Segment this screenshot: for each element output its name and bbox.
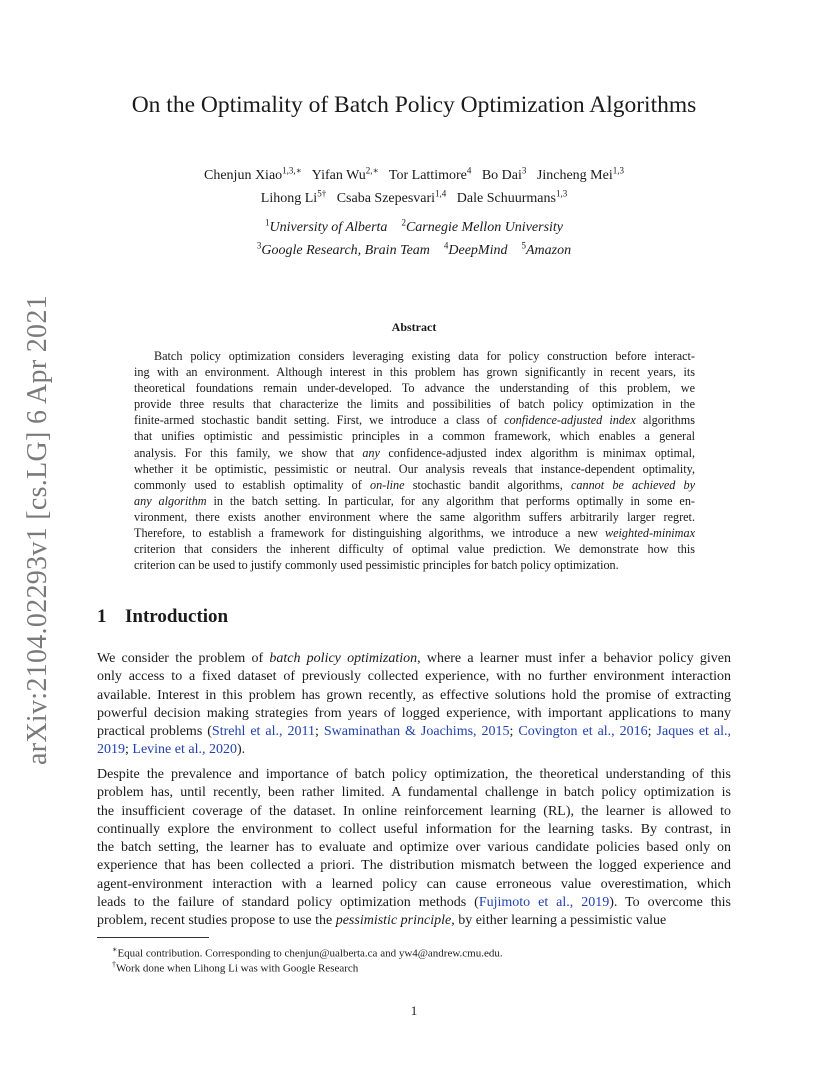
- abstract-line: Therefore, to establish a framework for distinguishing algorithms, we introduce a new weighted-minimax: [134, 526, 695, 541]
- abstract-line: provide three results that characterize the limits and possibilities of batch policy optimization in the: [134, 397, 695, 412]
- paper-title: On the Optimality of Batch Policy Optimization Algorithms: [131, 92, 697, 118]
- text-line: 2019; Levine et al., 2020).: [97, 742, 246, 758]
- text-line: problem, recent studies propose to use the pessimistic principle, by either learning a pessimistic value: [97, 913, 667, 929]
- affiliation: [264, 217, 388, 235]
- text-line: leads to the failure of standard policy optimization methods (Fujimoto et al., 2019). To overcome this: [97, 895, 731, 911]
- abstract-line: finite-armed stochastic bandit setting. First, we introduce a class of confidence-adjusted index algorithms: [134, 413, 695, 428]
- author-marker: 5†: [317, 188, 327, 199]
- affiliation-marker: 3: [256, 240, 262, 251]
- affiliation-name: Amazon: [525, 243, 572, 259]
- abstract-line: theoretical foundations remain under-developed. To advance the understanding of this problem, we: [134, 381, 695, 396]
- author-marker: 1,3: [555, 188, 568, 199]
- author-marker: 3: [521, 165, 527, 175]
- abstract-line: any algorithm in the batch setting. In particular, for any algorithm that performs optimally in some en-: [134, 493, 695, 508]
- author-marker: 2,∗: [365, 165, 379, 175]
- section-title: Introduction: [125, 606, 229, 627]
- arxiv-identifier: arXiv:2104.02293v1 [cs.LG] 6 Apr 2021: [22, 295, 53, 765]
- intro-paragraph-1: [97, 650, 731, 760]
- abstract-line: that unifies optimistic and pessimistic principles in a common framework, which enables a general: [134, 429, 695, 444]
- author: [204, 165, 302, 183]
- affiliation-marker: 2: [401, 217, 406, 227]
- affiliation-line-1: [0, 213, 828, 237]
- text-line: We consider the problem of batch policy optimization, where a learner must infer a behavior policy given: [97, 651, 731, 666]
- footnote-text: Work done when Lihong Li was with Google Research: [116, 962, 359, 975]
- section-heading: [97, 606, 228, 628]
- author-name: Dale Schuurmans: [456, 191, 556, 207]
- author: [456, 188, 568, 207]
- author: [536, 165, 624, 183]
- affiliation-marker: 1: [264, 217, 270, 227]
- author-name: Csaba Szepesvari: [336, 191, 436, 207]
- text-line: experience that has been collected a priori. The distribution mismatch between the logged experience and: [97, 858, 731, 874]
- footnote-text: Equal contribution. Corresponding to chenjun@ualberta.ca and yw4@andrew.cmu.edu.: [117, 947, 503, 960]
- author-name: Bo Dai: [481, 167, 522, 183]
- footnote-rule: [97, 937, 209, 938]
- author-marker: 1,3: [612, 165, 624, 175]
- abstract-line: analysis. For this family, we show that any confidence-adjusted index algorithm is minimax optimal,: [134, 445, 695, 460]
- text-line: continually explore the environment to collect useful information for the learning tasks. By contrast, in: [97, 821, 731, 837]
- page-number: 1: [410, 1003, 418, 1018]
- text-line: Despite the prevalence and importance of batch policy optimization, the theoretical understanding of this: [97, 767, 731, 782]
- abstract-line: Batch policy optimization considers leveraging existing data for policy construction before interact-: [154, 349, 695, 363]
- abstract-heading: Abstract: [391, 320, 437, 334]
- footnote-2: [112, 958, 358, 976]
- author: [260, 188, 327, 207]
- text-line: problem has, until recently, been rather limited. A fundamental challenge in batch policy optimization is: [97, 785, 731, 801]
- author-line-2: [0, 185, 828, 209]
- affiliation-name: Google Research, Brain Team: [261, 243, 430, 259]
- author: [311, 165, 379, 183]
- affiliation: [256, 240, 430, 259]
- abstract-line: commonly used to establish optimality of on-line stochastic bandit algorithms, cannot be achieved by: [134, 477, 695, 492]
- abstract-line: vironment, there exists another environment where the same algorithm suffers arbitrarily larger regret.: [134, 509, 695, 524]
- text-line: powerful decision making strategies from years of logged experience, with important applications to many: [97, 705, 731, 721]
- abstract-body: [134, 348, 695, 573]
- footnote-marker: †: [112, 960, 116, 969]
- text-line: available. Interest in this problem has grown recently, as effective solutions hold the promise of extracting: [97, 687, 731, 703]
- affiliation-name: University of Alberta: [269, 219, 388, 235]
- author-name: Lihong Li: [260, 191, 318, 207]
- text-line: only access to a fixed dataset of previously collected experience, with no further environment interaction: [97, 669, 731, 685]
- intro-paragraph-2: [97, 766, 731, 931]
- author-name: Jincheng Mei: [536, 167, 613, 183]
- author-name: Yifan Wu: [311, 167, 366, 183]
- affiliation: [401, 217, 564, 235]
- author: [481, 165, 527, 183]
- author: [388, 165, 472, 183]
- author-list: [0, 161, 828, 208]
- author-name: Tor Lattimore: [388, 167, 467, 183]
- affiliation-name: DeepMind: [448, 243, 508, 259]
- abstract-line: criterion that considers the inherent difficulty of optimal value prediction. We demonstrate how this: [134, 542, 695, 557]
- text-line: the insufficient coverage of the dataset. In online reinforcement learning (RL), the learner is allowed to: [97, 803, 731, 819]
- author-name: Chenjun Xiao: [204, 167, 283, 183]
- abstract-line: whether it be optimistic, pessimistic or neutral. Our analysis reveals that instance-dependent optimality,: [134, 461, 695, 476]
- abstract-line: ing with an environment. Although interest in this problem has grown significantly in recent years, its: [134, 365, 695, 380]
- affiliations: [0, 213, 828, 260]
- text-line: agent-environment interaction with a learned policy can cause erroneous value overestimation, which: [97, 876, 731, 892]
- text-line: the batch setting, the learner has to evaluate and optimize over various candidate policies based only on: [97, 840, 731, 856]
- affiliation: [443, 240, 508, 259]
- affiliation-marker: 4: [443, 240, 449, 251]
- affiliation-line-2: [0, 237, 828, 261]
- author: [336, 188, 447, 207]
- text-line: practical problems (Strehl et al., 2011; Swaminathan & Joachims, 2015; Covington et al., 2016; Jaques et al.,: [97, 724, 731, 740]
- author-marker: 4: [466, 165, 472, 175]
- footnote-marker: ∗: [112, 945, 118, 954]
- author-line-1: [0, 161, 828, 185]
- abstract-line: criterion can be used to justify commonly used pessimistic principles for batch policy optimization.: [134, 558, 619, 573]
- author-marker: 1,3,∗: [282, 165, 302, 175]
- affiliation-marker: 5: [521, 240, 526, 251]
- affiliation: [521, 240, 572, 259]
- author-marker: 1,4: [435, 188, 447, 199]
- section-number: 1: [97, 606, 107, 627]
- affiliation-name: Carnegie Mellon University: [405, 219, 564, 235]
